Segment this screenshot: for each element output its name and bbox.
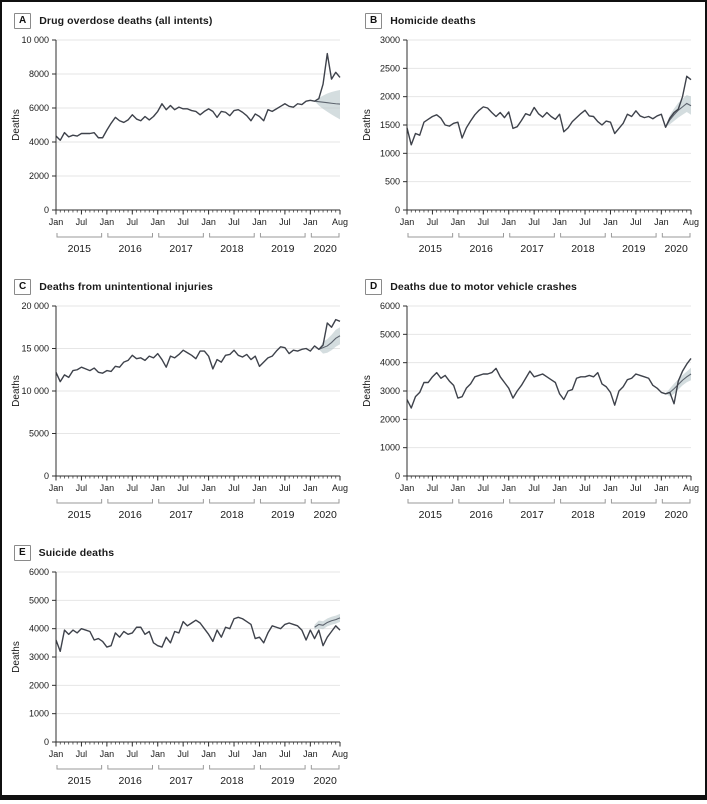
svg-text:0: 0 <box>43 471 49 481</box>
svg-text:Aug: Aug <box>331 749 348 759</box>
svg-text:10 000: 10 000 <box>21 35 49 45</box>
svg-text:Jul: Jul <box>228 217 240 227</box>
panel-suicide <box>8 542 357 804</box>
svg-text:Jan: Jan <box>603 483 618 493</box>
svg-text:3000: 3000 <box>379 386 400 396</box>
svg-text:Jan: Jan <box>48 483 64 493</box>
svg-text:2015: 2015 <box>67 243 91 255</box>
svg-text:2016: 2016 <box>118 775 142 787</box>
svg-text:1000: 1000 <box>379 148 400 159</box>
svg-text:Jul: Jul <box>426 217 439 227</box>
svg-text:2018: 2018 <box>571 243 595 255</box>
svg-text:Jan: Jan <box>399 483 415 493</box>
panel-title: Drug overdose deaths (all intents) <box>39 15 213 27</box>
svg-text:6000: 6000 <box>28 567 49 577</box>
svg-text:Jan: Jan <box>552 483 567 493</box>
svg-text:2015: 2015 <box>67 509 91 521</box>
svg-text:5000: 5000 <box>28 595 49 606</box>
svg-text:Aug: Aug <box>331 483 348 493</box>
svg-text:2019: 2019 <box>271 243 295 255</box>
svg-text:Jul: Jul <box>228 749 240 759</box>
svg-text:0: 0 <box>394 205 400 215</box>
panel-title-row <box>365 278 707 296</box>
svg-text:Jan: Jan <box>150 749 165 759</box>
panel-title-row <box>365 12 707 30</box>
svg-text:2017: 2017 <box>169 243 193 255</box>
svg-text:Jul: Jul <box>279 483 291 493</box>
svg-text:0: 0 <box>43 737 49 747</box>
svg-text:Jul: Jul <box>75 483 88 493</box>
svg-text:Jan: Jan <box>252 217 267 227</box>
panel-drug-overdose <box>8 10 357 272</box>
svg-text:Jan: Jan <box>552 217 567 227</box>
panel-letter-badge: B <box>365 13 382 29</box>
svg-text:Aug: Aug <box>682 483 699 493</box>
svg-text:2019: 2019 <box>622 243 646 255</box>
svg-text:Jan: Jan <box>303 483 318 493</box>
svg-text:8000: 8000 <box>28 69 49 79</box>
svg-text:Deaths: Deaths <box>362 109 373 141</box>
svg-text:Deaths: Deaths <box>11 375 22 407</box>
svg-text:Jul: Jul <box>75 749 88 759</box>
svg-text:1500: 1500 <box>379 120 400 130</box>
svg-text:6000: 6000 <box>28 103 49 113</box>
panel-title: Suicide deaths <box>38 547 115 559</box>
homicide-line-chart <box>359 30 699 272</box>
svg-text:2016: 2016 <box>469 243 493 255</box>
panel-title: Homicide deaths <box>390 15 476 27</box>
svg-text:Jul: Jul <box>579 483 591 493</box>
motor-vehicle-line-chart <box>359 296 699 538</box>
svg-text:2015: 2015 <box>418 243 442 255</box>
svg-text:0: 0 <box>43 205 49 215</box>
svg-text:Jan: Jan <box>99 483 115 493</box>
svg-text:2020: 2020 <box>313 509 337 521</box>
svg-text:2000: 2000 <box>28 680 49 691</box>
svg-text:4000: 4000 <box>28 623 49 634</box>
svg-text:Jan: Jan <box>399 217 415 227</box>
svg-text:1000: 1000 <box>379 442 400 453</box>
svg-text:Jan: Jan <box>654 217 669 227</box>
svg-text:Jan: Jan <box>150 217 165 227</box>
svg-text:2019: 2019 <box>271 775 295 787</box>
svg-text:5000: 5000 <box>379 329 400 340</box>
suicide-line-chart <box>8 562 348 804</box>
svg-text:Deaths: Deaths <box>362 375 373 407</box>
svg-text:Jan: Jan <box>450 217 466 227</box>
svg-text:Jan: Jan <box>654 483 669 493</box>
svg-text:10 000: 10 000 <box>21 386 49 396</box>
svg-text:3000: 3000 <box>28 652 49 662</box>
svg-text:2016: 2016 <box>469 509 493 521</box>
svg-text:20 000: 20 000 <box>21 301 49 311</box>
svg-text:Jul: Jul <box>75 217 88 227</box>
svg-text:2000: 2000 <box>28 171 49 181</box>
svg-text:2016: 2016 <box>118 243 142 255</box>
svg-text:Jan: Jan <box>450 483 466 493</box>
unintentional-injuries-line-chart <box>8 296 348 538</box>
svg-text:Jan: Jan <box>303 217 318 227</box>
svg-text:Jan: Jan <box>201 217 216 227</box>
svg-text:Jul: Jul <box>126 749 139 759</box>
svg-text:2017: 2017 <box>169 775 193 787</box>
svg-text:4000: 4000 <box>379 357 400 368</box>
svg-text:2018: 2018 <box>220 775 244 787</box>
svg-text:Jul: Jul <box>177 749 189 759</box>
svg-text:2000: 2000 <box>379 414 400 425</box>
panel-homicide <box>359 10 707 272</box>
panel-title-row <box>14 544 357 562</box>
svg-text:2000: 2000 <box>379 91 400 102</box>
svg-text:Deaths: Deaths <box>11 641 22 673</box>
svg-text:Jan: Jan <box>150 483 165 493</box>
svg-text:Jul: Jul <box>177 483 189 493</box>
svg-text:Jul: Jul <box>177 217 189 227</box>
svg-text:Jul: Jul <box>579 217 591 227</box>
svg-text:Aug: Aug <box>331 217 348 227</box>
svg-text:Jan: Jan <box>252 483 267 493</box>
panel-unintentional-injuries <box>8 276 357 538</box>
svg-text:Jul: Jul <box>477 217 490 227</box>
svg-text:Jul: Jul <box>279 217 291 227</box>
svg-text:Jul: Jul <box>126 217 139 227</box>
panel-title: Deaths from unintentional injuries <box>39 281 213 293</box>
svg-text:15 000: 15 000 <box>21 343 49 354</box>
svg-text:1000: 1000 <box>28 708 49 719</box>
svg-text:Jan: Jan <box>99 749 115 759</box>
svg-text:Jan: Jan <box>48 217 64 227</box>
svg-text:2015: 2015 <box>67 775 91 787</box>
svg-text:2020: 2020 <box>313 243 337 255</box>
panel-motor-vehicle <box>359 276 707 538</box>
svg-text:4000: 4000 <box>28 137 49 147</box>
drug-overdose-line-chart <box>8 30 348 272</box>
svg-text:Jan: Jan <box>603 217 618 227</box>
svg-text:Deaths: Deaths <box>11 109 22 141</box>
svg-text:2018: 2018 <box>220 509 244 521</box>
svg-text:Jul: Jul <box>426 483 439 493</box>
svg-text:2019: 2019 <box>622 509 646 521</box>
svg-text:5000: 5000 <box>28 428 49 439</box>
svg-text:2500: 2500 <box>379 63 400 74</box>
svg-text:Jul: Jul <box>279 749 291 759</box>
svg-text:Aug: Aug <box>682 217 699 227</box>
svg-text:Jul: Jul <box>528 217 540 227</box>
svg-text:2020: 2020 <box>664 243 688 255</box>
svg-text:Jul: Jul <box>477 483 490 493</box>
svg-text:2016: 2016 <box>118 509 142 521</box>
svg-text:Jan: Jan <box>99 217 115 227</box>
svg-text:0: 0 <box>394 471 400 481</box>
svg-text:3000: 3000 <box>379 35 400 45</box>
svg-text:2020: 2020 <box>664 509 688 521</box>
svg-text:Jan: Jan <box>501 217 516 227</box>
svg-text:Jan: Jan <box>201 483 216 493</box>
svg-text:Jan: Jan <box>252 749 267 759</box>
svg-text:500: 500 <box>384 176 400 187</box>
svg-text:6000: 6000 <box>379 301 400 311</box>
svg-text:2017: 2017 <box>520 243 544 255</box>
panel-letter-badge: C <box>14 279 31 295</box>
panel-title-row <box>14 278 357 296</box>
svg-text:Jan: Jan <box>201 749 216 759</box>
svg-text:Jan: Jan <box>48 749 64 759</box>
panel-letter-badge: E <box>14 545 31 561</box>
svg-text:2017: 2017 <box>169 509 193 521</box>
svg-text:Jan: Jan <box>501 483 516 493</box>
svg-text:Jul: Jul <box>528 483 540 493</box>
svg-text:2020: 2020 <box>313 775 337 787</box>
panel-letter-badge: D <box>365 279 382 295</box>
svg-text:2015: 2015 <box>418 509 442 521</box>
svg-text:Jul: Jul <box>228 483 240 493</box>
panel-letter-badge: A <box>14 13 31 29</box>
svg-text:2019: 2019 <box>271 509 295 521</box>
svg-text:2018: 2018 <box>571 509 595 521</box>
panel-title: Deaths due to motor vehicle crashes <box>390 281 577 293</box>
svg-text:2018: 2018 <box>220 243 244 255</box>
svg-text:Jul: Jul <box>126 483 139 493</box>
svg-text:Jul: Jul <box>630 217 642 227</box>
panel-title-row <box>14 12 357 30</box>
svg-text:Jul: Jul <box>630 483 642 493</box>
svg-text:2017: 2017 <box>520 509 544 521</box>
svg-text:Jan: Jan <box>303 749 318 759</box>
